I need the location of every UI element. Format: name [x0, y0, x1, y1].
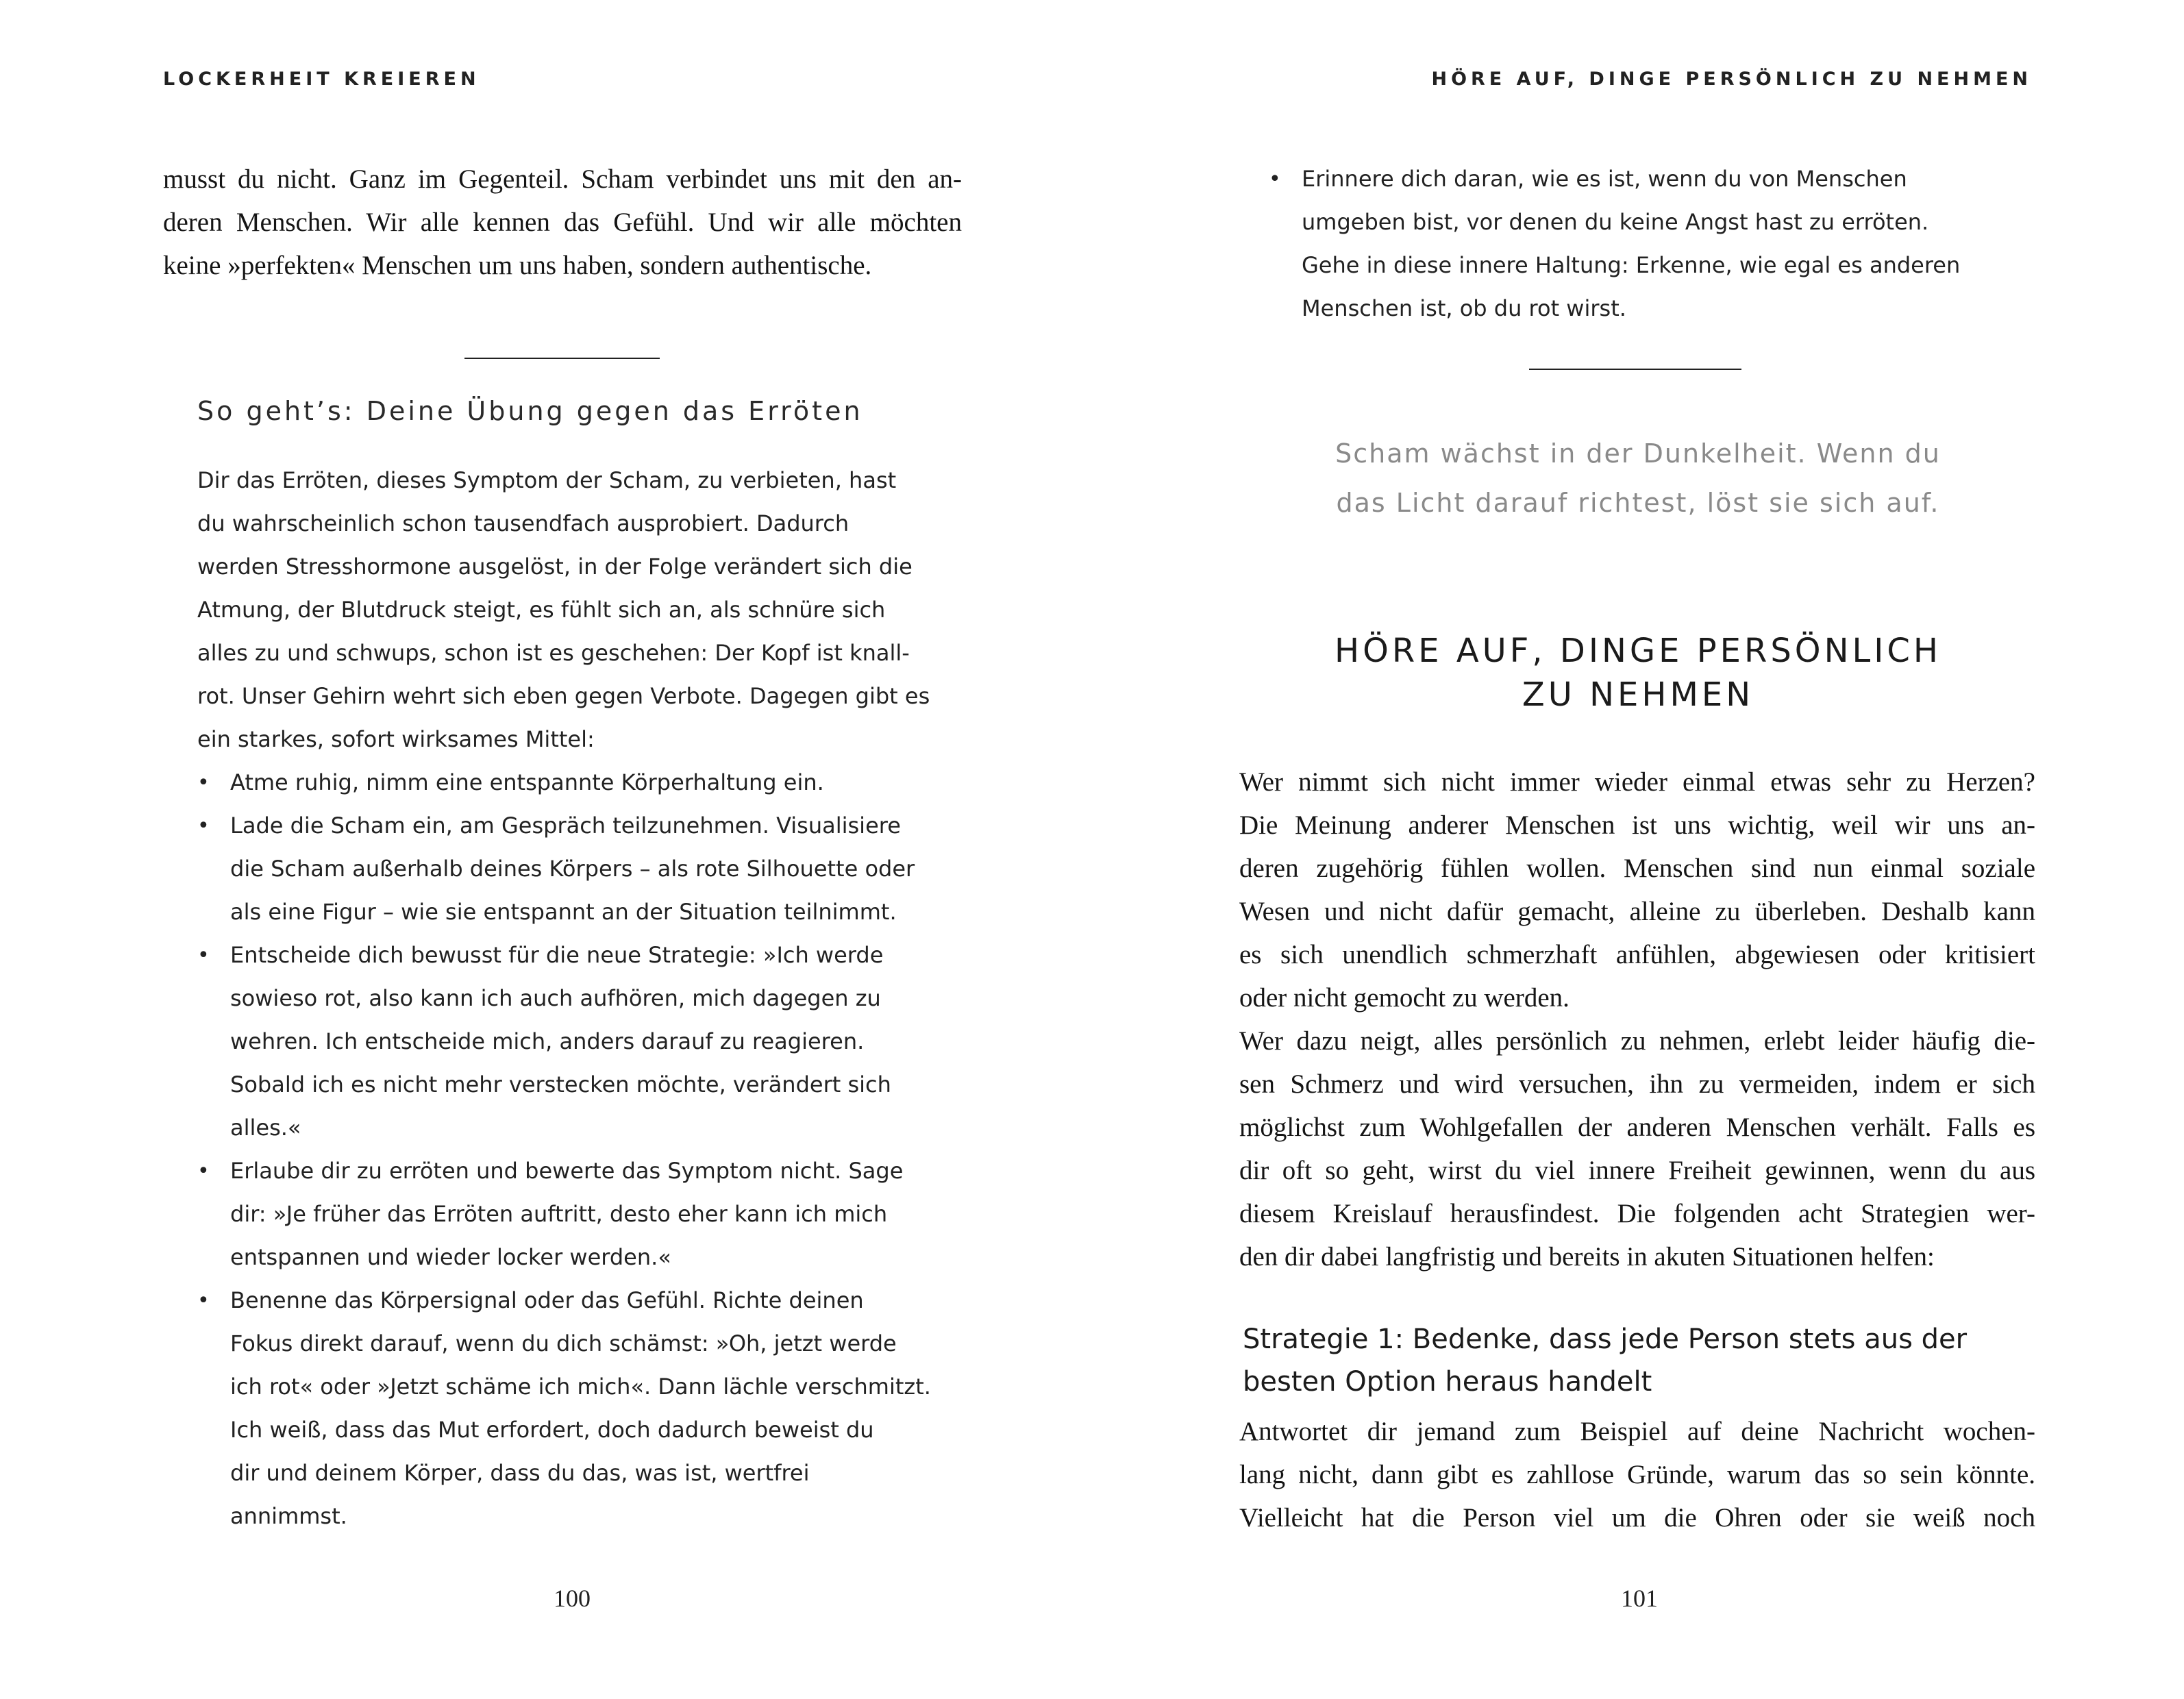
text-line: Die Meinung anderer Menschen ist uns wichtig, weil wir uns an- [1239, 810, 2035, 840]
text-line: Entscheide dich bewusst für die neue Strategie: »Ich werde [230, 942, 884, 968]
body-paragraph-2 [1239, 1019, 2035, 1278]
list-item [197, 761, 970, 804]
page-number-left: 100 [554, 1585, 591, 1612]
text-line: musst du nicht. Ganz im Gegenteil. Scham verbindet uns mit den an- [163, 164, 962, 194]
bullet-icon: • [197, 943, 210, 967]
section-divider [464, 358, 660, 359]
text-line: werden Stresshormone ausgelöst, in der Folge verändert sich die [197, 554, 913, 580]
text-line: deren Menschen. Wir alle kennen das Gefühl. Und wir alle möchten [163, 208, 962, 237]
text-line: Erlaube dir zu erröten und bewerte das Symptom nicht. Sage [230, 1158, 904, 1184]
text-line: Wer dazu neigt, alles persönlich zu nehmen, erlebt leider häufig die- [1239, 1026, 2035, 1056]
chapter-title-line: ZU NEHMEN [1522, 675, 1754, 714]
text-line: dir: »Je früher das Erröten auftritt, desto eher kann ich mich [230, 1201, 888, 1227]
exercise-paragraph [197, 459, 965, 761]
text-line: dir und deinem Körper, dass du das, was ist, wertfrei [230, 1460, 810, 1486]
exercise-bullet-list [197, 761, 970, 1538]
list-item [197, 1150, 970, 1279]
pull-quote [1092, 429, 2184, 528]
text-line: Fokus direkt darauf, wenn du dich schämst: »Oh, jetzt werde [230, 1330, 897, 1356]
page-number-right: 101 [1621, 1585, 1658, 1612]
text-line: rot. Unser Gehirn wehrt sich eben gegen Verbote. Dagegen gibt es [197, 683, 930, 709]
running-head-left: LOCKERHEIT KREIEREN [163, 69, 480, 90]
bullet-icon: • [1269, 167, 1281, 191]
exercise-heading: So geht’s: Deine Übung gegen das Erröten [197, 396, 863, 426]
list-item [197, 1279, 970, 1538]
text-line: lang nicht, dann gibt es zahllose Gründe, warum das so sein könnte. [1239, 1460, 2035, 1489]
text-line: besten Option heraus handelt [1243, 1366, 1652, 1398]
text-line: Atme ruhig, nimm eine entspannte Körperhaltung ein. [230, 769, 824, 795]
text-line: Gehe in diese innere Haltung: Erkenne, wie egal es anderen [1302, 252, 1961, 278]
text-line: dir oft so geht, wirst du viel innere Freiheit gewinnen, wenn du aus [1239, 1156, 2035, 1185]
strategy-1-heading [1243, 1318, 2037, 1403]
text-line: Menschen ist, ob du rot wirst. [1302, 295, 1626, 321]
text-line: diesem Kreislauf herausfindest. Die folgenden acht Strategien wer- [1239, 1199, 2035, 1228]
text-line: keine »perfekten« Menschen um uns haben, sondern authentische. [163, 251, 872, 280]
text-line: wehren. Ich entscheide mich, anders darauf zu reagieren. [230, 1028, 865, 1054]
text-line: möglichst zum Wohlgefallen der anderen Menschen verhält. Falls es [1239, 1113, 2035, 1142]
text-line: sowieso rot, also kann ich auch aufhören, mich dagegen zu [230, 985, 881, 1011]
text-line: es sich unendlich schmerzhaft anfühlen, abgewiesen oder kritisiert [1239, 940, 2035, 969]
chapter-title-line: HÖRE AUF, DINGE PERSÖNLICH [1335, 632, 1941, 670]
text-line: sen Schmerz und wird versuchen, ihn zu vermeiden, indem er sich [1239, 1069, 2035, 1099]
quote-line: das Licht darauf richtest, löst sie sich auf. [1336, 488, 1940, 518]
text-line: den dir dabei langfristig und bereits in akuten Situationen helfen: [1239, 1242, 1935, 1272]
text-line: ich rot« oder »Jetzt schäme ich mich«. Dann lächle verschmitzt. [230, 1374, 931, 1400]
text-line: Dir das Erröten, dieses Symptom der Scham, zu verbieten, hast [197, 467, 897, 493]
bullet-icon: • [197, 1289, 210, 1313]
text-line: alles.« [230, 1115, 301, 1141]
text-line: annimmst. [230, 1503, 347, 1529]
text-line: Benenne das Körpersignal oder das Gefühl. Richte deinen [230, 1287, 864, 1313]
text-line: Lade die Scham ein, am Gespräch teilzunehmen. Visualisiere [230, 813, 901, 839]
running-head-right: HÖRE AUF, DINGE PERSÖNLICH ZU NEHMEN [1431, 69, 2032, 90]
right-page [1092, 0, 2184, 1699]
list-item [197, 934, 970, 1150]
text-line: Erinnere dich daran, wie es ist, wenn du von Menschen [1302, 166, 1907, 192]
text-line: Atmung, der Blutdruck steigt, es fühlt sich an, als schnüre sich [197, 597, 886, 623]
quote-line: Scham wächst in der Dunkelheit. Wenn du [1335, 438, 1941, 469]
bullet-icon: • [197, 1159, 210, 1183]
text-line: ein starkes, sofort wirksames Mittel: [197, 726, 595, 752]
text-line: umgeben bist, vor denen du keine Angst hast zu erröten. [1302, 209, 1929, 235]
text-line: Strategie 1: Bedenke, dass jede Person stets aus der [1243, 1324, 1968, 1355]
text-line: alles zu und schwups, schon ist es geschehen: Der Kopf ist knall- [197, 640, 910, 666]
text-line: Sobald ich es nicht mehr verstecken möchte, verändert sich [230, 1071, 891, 1097]
text-line: entspannen und wieder locker werden.« [230, 1244, 671, 1270]
list-item [197, 804, 970, 934]
text-line: du wahrscheinlich schon tausendfach ausprobiert. Dadurch [197, 510, 849, 536]
intro-paragraph [163, 158, 962, 287]
text-line: als eine Figur – wie sie entspannt an der Situation teilnimmt. [230, 899, 897, 925]
text-line: Antwortet dir jemand zum Beispiel auf deine Nachricht wochen- [1239, 1417, 2035, 1446]
text-line: oder nicht gemocht zu werden. [1239, 983, 1569, 1013]
chapter-title [1092, 629, 2184, 717]
body-paragraph-3 [1239, 1410, 2035, 1539]
text-line: die Scham außerhalb deines Körpers – als rote Silhouette oder [230, 856, 915, 882]
text-line: Vielleicht hat die Person viel um die Ohren oder sie weiß noch [1239, 1503, 2035, 1533]
section-divider [1529, 369, 1741, 370]
text-line: Wesen und nicht dafür gemacht, alleine zu überleben. Deshalb kann [1239, 897, 2035, 926]
bullet-icon: • [197, 814, 210, 838]
list-item [1269, 158, 2028, 330]
text-line: deren zugehörig fühlen wollen. Menschen sind nun einmal soziale [1239, 854, 2035, 883]
body-paragraph-1 [1239, 760, 2035, 1019]
bullet-icon: • [197, 771, 210, 795]
continued-bullet-list [1269, 158, 2028, 330]
text-line: Wer nimmt sich nicht immer wieder einmal etwas sehr zu Herzen? [1239, 767, 2035, 797]
text-line: Ich weiß, dass das Mut erfordert, doch dadurch beweist du [230, 1417, 874, 1443]
